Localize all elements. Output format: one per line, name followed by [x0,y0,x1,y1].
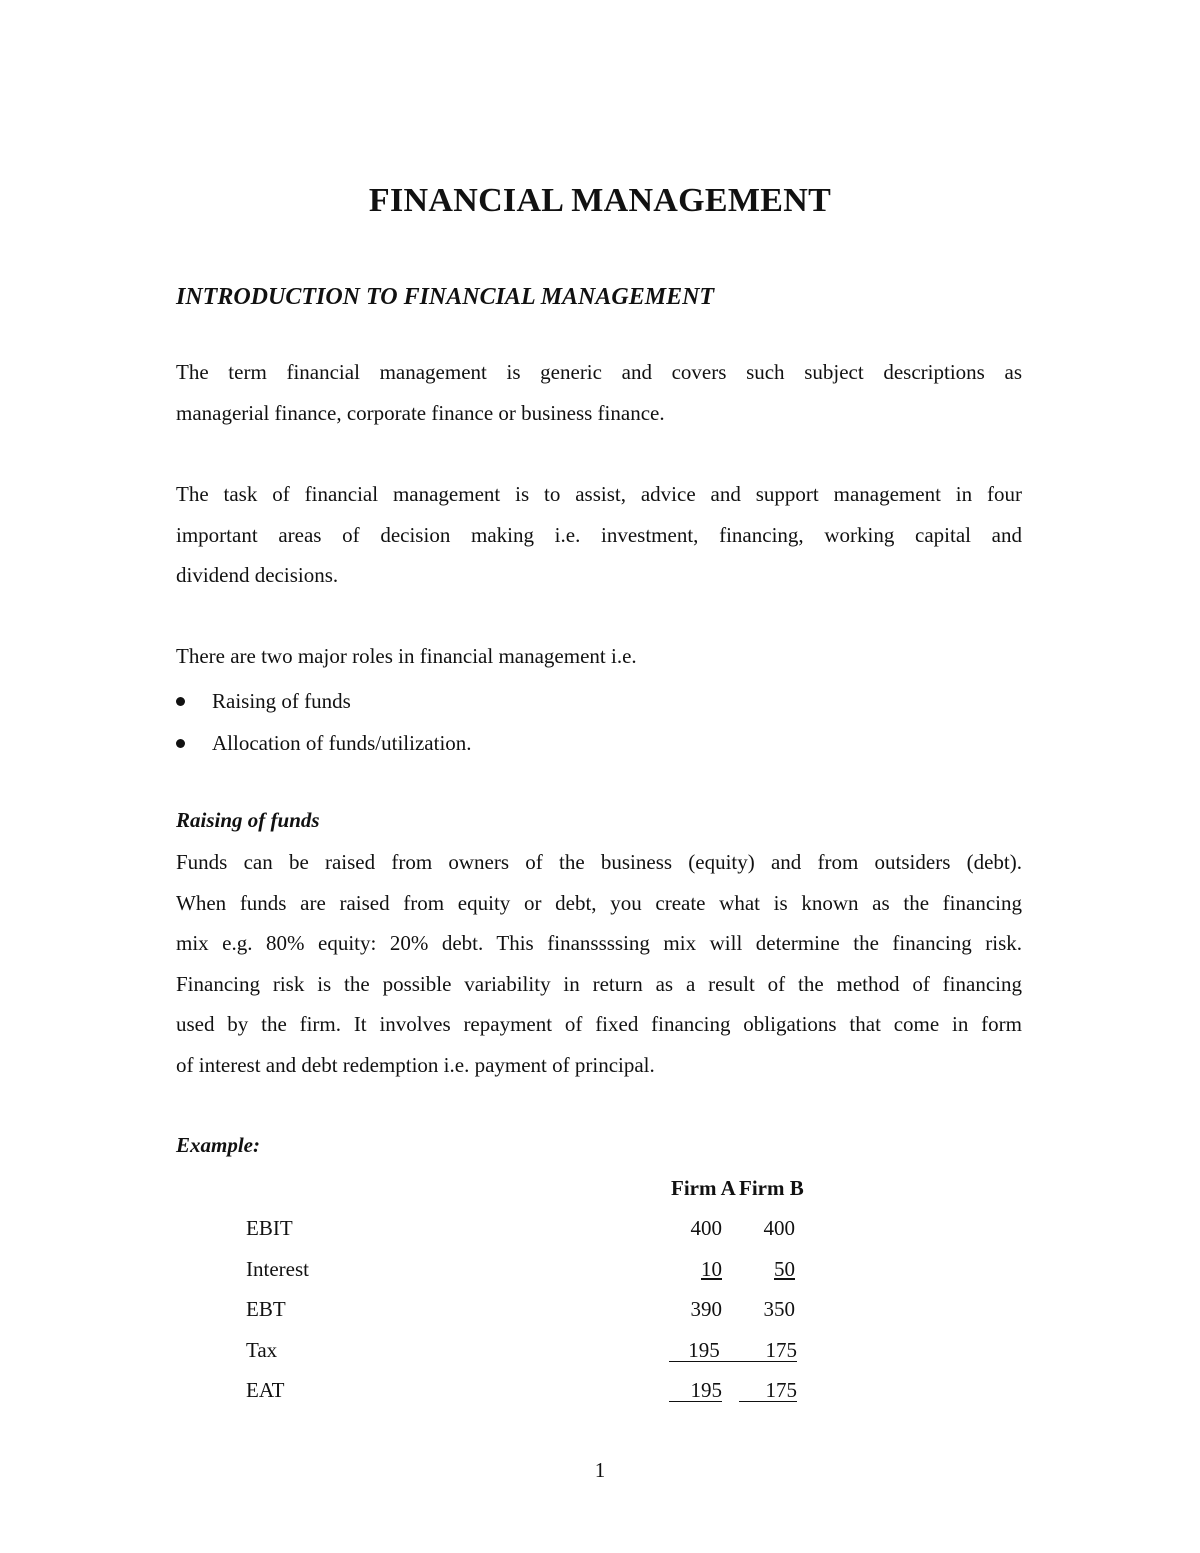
row-label: EBT [246,1297,286,1322]
table-row [246,1371,839,1412]
firm-a-value: 400 [690,1216,722,1241]
paragraph-line: used by the firm. It involves repayment of fixed financing obligations that come in form [176,1012,1022,1036]
firm-b-value: 400 [763,1216,795,1241]
paragraph-line: of interest and debt redemption i.e. payment of principal. [176,1052,655,1077]
roles-list [176,680,472,764]
table-row [246,1209,839,1250]
firm-b-value-wrap [739,1257,795,1282]
paragraph-line: managerial finance, corporate finance or business finance. [176,400,665,425]
table-header-row [246,1168,839,1209]
firm-a-value: 195 [669,1339,739,1362]
paragraph-line: When funds are raised from equity or debt, you create what is known as the financing [176,890,1022,915]
page-title: FINANCIAL MANAGEMENT [368,182,832,219]
paragraph-task [176,474,1022,596]
table-header-cell [246,1168,457,1209]
firm-b-value: 350 [763,1297,795,1322]
table-row [246,1290,839,1331]
list-item [176,722,472,764]
firm-a-value: 10 [701,1256,722,1281]
firm-b-value: 175 [739,1379,797,1402]
table-row [246,1330,839,1371]
firm-a-value: 195 [669,1379,722,1402]
row-label: Interest [246,1256,309,1281]
section-heading: Raising of funds [176,808,320,832]
paragraph-line: mix e.g. 80% equity: 20% debt. This finanssssing mix will determine the financing risk. [176,931,1022,955]
firm-b-cell [739,1371,839,1412]
firm-b-value: 175 [739,1339,797,1362]
firm-a-value-wrap [670,1257,722,1282]
paragraph-line: Financing risk is the possible variability in return as a result of the method of financing [176,971,1022,996]
firm-a-cell [457,1249,739,1290]
paragraph-line: There are two major roles in financial management i.e. [176,644,637,668]
firm-a-cell [457,1371,739,1412]
example-table [246,1168,839,1411]
paragraph-line: The task of financial management is to assist, advice and support management in four [176,482,1022,506]
table-header-cell [457,1168,739,1209]
paragraph-line: important areas of decision making i.e. investment, financing, working capital and [176,522,1022,547]
page-number: 1 [594,1458,606,1482]
list-item-label: Allocation of funds/utilization. [212,731,472,755]
paragraph-raising-funds [176,842,1022,1085]
paragraph-roles [176,636,1022,677]
firm-a-cell [457,1290,739,1331]
firm-a-header: Firm A [671,1175,736,1200]
table-header-cell [739,1168,839,1209]
list-item-label: Raising of funds [212,689,351,713]
paragraph-line: The term financial management is generic and covers such subject descriptions as [176,360,1022,384]
bullet-icon [176,697,185,706]
firm-b-cell [739,1330,839,1371]
list-item [176,680,472,722]
firm-b-value: 50 [774,1256,795,1281]
firm-a-cell [457,1209,739,1250]
paragraph-line: Funds can be raised from owners of the business (equity) and from outsiders (debt). [176,850,1022,874]
table-row [246,1249,839,1290]
firm-a-cell [457,1330,739,1371]
paragraph-line: dividend decisions. [176,563,339,587]
paragraph-intro [176,352,1022,433]
example-heading: Example: [176,1133,260,1157]
row-label: EBIT [246,1216,293,1241]
row-label: EAT [246,1378,285,1403]
firm-b-cell [739,1209,839,1250]
bullet-icon [176,739,185,748]
row-label: Tax [246,1337,278,1362]
firm-b-header: Firm B [739,1175,804,1200]
firm-b-cell [739,1290,839,1331]
section-title: INTRODUCTION TO FINANCIAL MANAGEMENT [176,284,715,310]
firm-b-cell [739,1249,839,1290]
firm-a-value: 390 [690,1297,722,1322]
